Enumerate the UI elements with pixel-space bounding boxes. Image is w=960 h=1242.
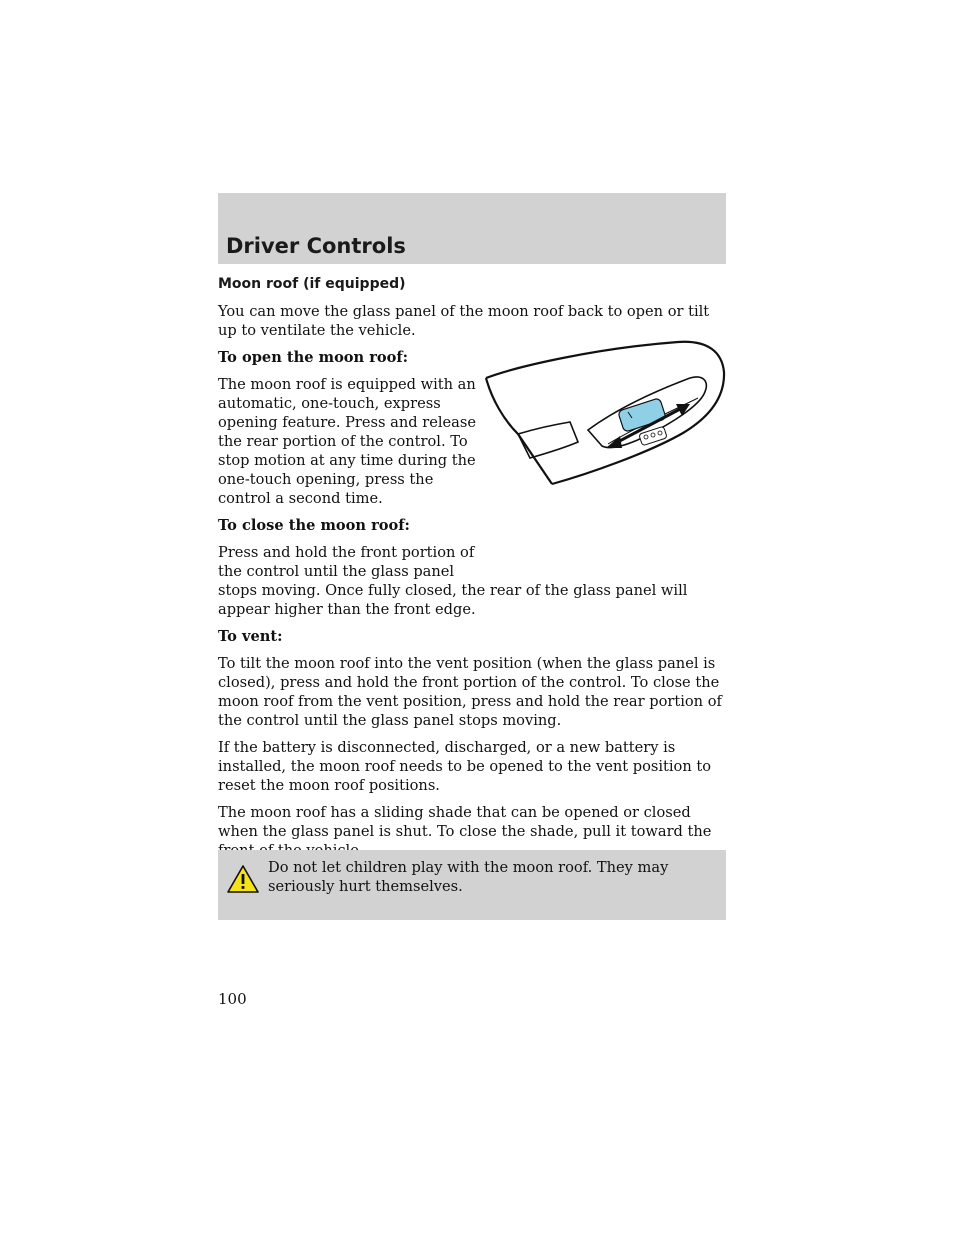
section-title: Driver Controls: [226, 234, 406, 258]
warning-box: [218, 850, 726, 920]
shade-paragraph: The moon roof has a sliding shade that can be opened or closed when the glass panel is shut. To close the shade, pull it toward the: [218, 804, 712, 840]
battery-paragraph: If the battery is disconnected, discharged, or a new battery is installed, the moon roof needs to be opened to the vent position to reset the moon roof positions.: [218, 739, 712, 794]
section-header-band: [218, 193, 726, 264]
vent-heading: To vent:: [218, 628, 283, 645]
warning-triangle-icon: [226, 864, 260, 894]
warning-text: Do not let children play with the moon roof. They may seriously hurt themselves.: [268, 859, 669, 895]
close-paragraph-wrap: Press and hold the front portion of the control until the glass panel: [218, 544, 475, 580]
close-heading: To close the moon roof:: [218, 517, 410, 534]
intro-paragraph: You can move the glass panel of the moon roof back to open or tilt up to ventilate the vehicle.: [218, 303, 710, 339]
vent-paragraph: To tilt the moon roof into the vent position (when the glass panel is closed), press and hold the front portion of the control. To close the moon roof from the vent position, press and hold the rear portion of the control until the glass panel stops moving.: [218, 655, 722, 729]
open-heading: To open the moon roof:: [218, 349, 409, 366]
page-content: [218, 276, 726, 895]
close-paragraph-rest: stops moving. Once fully closed, the rear of the glass panel will appear higher than the front edge.: [218, 582, 688, 618]
page-number: 100: [218, 990, 247, 1008]
moon-roof-heading: Moon roof (if equipped): [218, 276, 406, 292]
moon-roof-control-illustration: [478, 338, 726, 490]
open-paragraph: The moon roof is equipped with an automatic, one-touch, express opening feature. Press and release the rear portion of the control. To stop motion at any time during the one-touch opening, press the control a second time.: [218, 376, 476, 507]
